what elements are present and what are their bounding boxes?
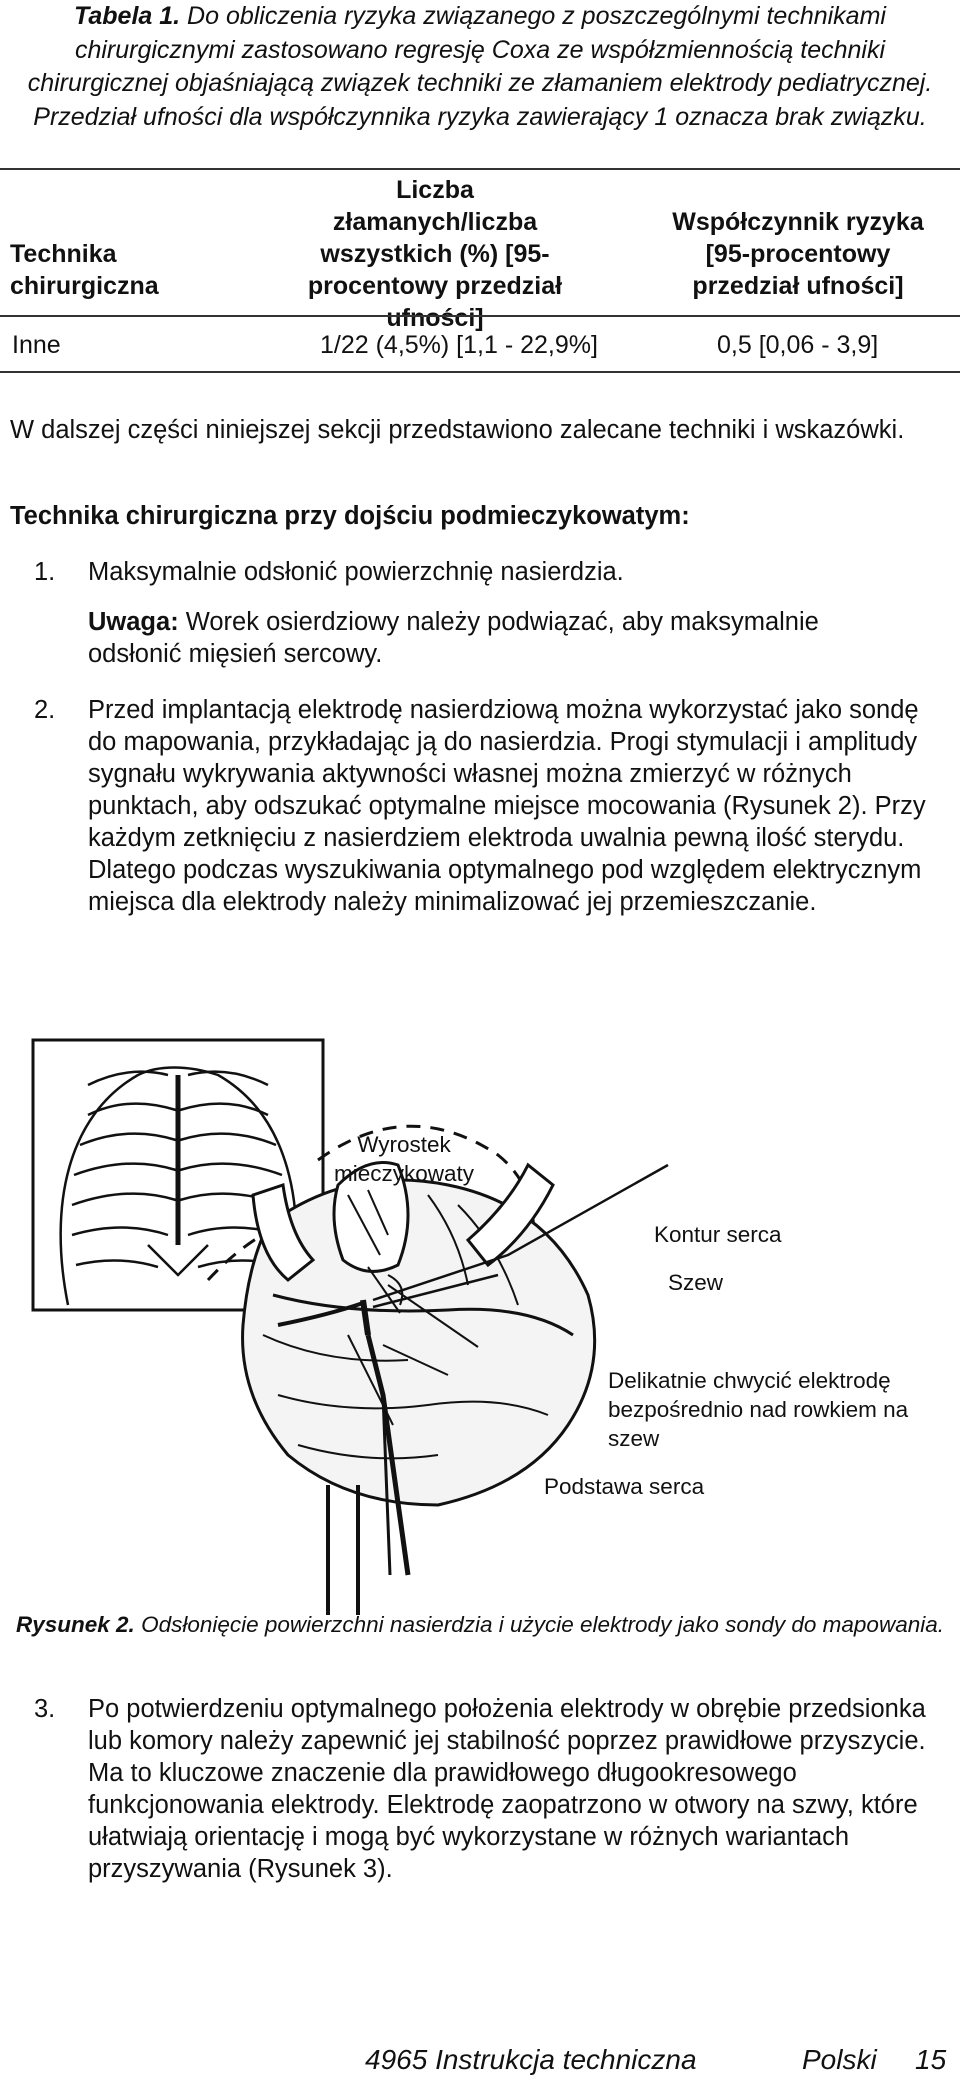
- figure-2-caption-text: Odsłonięcie powierzchni nasierdzia i użycie elektrody jako sondy do mapowania.: [134, 1612, 944, 1637]
- table-cell-technique: Inne: [12, 331, 61, 359]
- table-caption-label: Tabela 1.: [74, 2, 181, 30]
- label-xiphoid: Wyrostek mieczykowaty: [333, 1132, 475, 1186]
- note-text: Worek osierdziowy należy podwiązać, aby maksymalnie odsłonić mięsień sercowy.: [88, 608, 819, 668]
- table-top-rule: [0, 168, 960, 170]
- intro-paragraph: W dalszej części niniejszej sekcji przedstawiono zalecane techniki i wskazówki.: [10, 416, 905, 444]
- step-2-text: Przed implantacją elektrodę nasierdziową można wykorzystać jako sondę do mapowania, przykładając ją do nasierdzia. Progi stymulacji i amplitudy sygnału wykrywania aktywności własnej można zmierzyć w różnych punktach, aby odszukać optymalne miejsce mocowania (Rysunek 2). Przy każdym zetknięciu z nasierdziem elektroda uwalnia pewną ilość sterydu. Dlatego podczas wyszukiwania optymalnego pod względem elektrycznym miejsca dla elektrody należy minimalizować jej przemieszczanie.: [88, 696, 926, 916]
- label-grasp: Delikatnie chwycić elektrodę bezpośrednio nad rowkiem na szew: [608, 1368, 909, 1451]
- step-1-number: 1.: [34, 558, 56, 586]
- note-label: Uwaga:: [88, 608, 179, 636]
- section-heading: Technika chirurgiczna przy dojściu podmieczykowatym:: [10, 502, 690, 530]
- table-header-hazard: Współczynnik ryzyka [95-procentowy przedział ufności]: [672, 208, 924, 300]
- table-cell-hazard: 0,5 [0,06 - 3,9]: [717, 331, 879, 359]
- label-heart-contour: Kontur serca: [654, 1222, 782, 1247]
- step-2-number: 2.: [34, 696, 56, 724]
- table-header-technique: Technika chirurgiczna: [10, 240, 159, 300]
- surgical-field: [243, 1163, 668, 1616]
- figure-2-illustration: [28, 1035, 958, 1615]
- table-caption-text: Do obliczenia ryzyka związanego z poszczególnymi technikami chirurgicznymi zastosowano regresję Coxa ze współzmiennością techniki chirurgicznej objaśniającą związek techniki ze złamaniem elektrody pediatrycznej. Przedział ufności dla współczynnika ryzyka zawierający 1 oznacza brak związku.: [27, 2, 933, 131]
- table-caption: [10, 0, 950, 134]
- step-3-text: Po potwierdzeniu optymalnego położenia elektrody w obrębie przedsionka lub komory należy zapewnić jej stabilność poprzez prawidłowe przyszycie. Ma to kluczowe znaczenie dla prawidłowego długookresowego funkcjonowania elektrody. Elektrodę zaopatrzono w otwory na szwy, które ułatwiają orientację i mogą być wykorzystane w różnych wariantach przyszywania (Rysunek 3).: [88, 1695, 926, 1883]
- table-bottom-rule: [0, 371, 960, 373]
- step-1-text: Maksymalnie odsłonić powierzchnię nasierdzia.: [88, 558, 624, 586]
- table-header-rule: [0, 315, 960, 317]
- table-header-count: Liczba złamanych/liczba wszystkich (%) [95-procentowy przedział ufności]: [307, 176, 563, 332]
- figure-2-caption: [10, 1610, 950, 1640]
- footer-language: Polski: [802, 2044, 877, 2075]
- footer-doc-title: 4965 Instrukcja techniczna: [365, 2044, 697, 2075]
- label-base: Podstawa serca: [544, 1474, 705, 1499]
- figure-2-caption-label: Rysunek 2.: [16, 1612, 135, 1637]
- table-cell-count: 1/22 (4,5%) [1,1 - 22,9%]: [320, 331, 598, 359]
- note-paragraph: [88, 606, 848, 670]
- footer-page-number: 15: [915, 2044, 947, 2075]
- step-3-number: 3.: [34, 1695, 56, 1723]
- label-suture: Szew: [668, 1270, 724, 1295]
